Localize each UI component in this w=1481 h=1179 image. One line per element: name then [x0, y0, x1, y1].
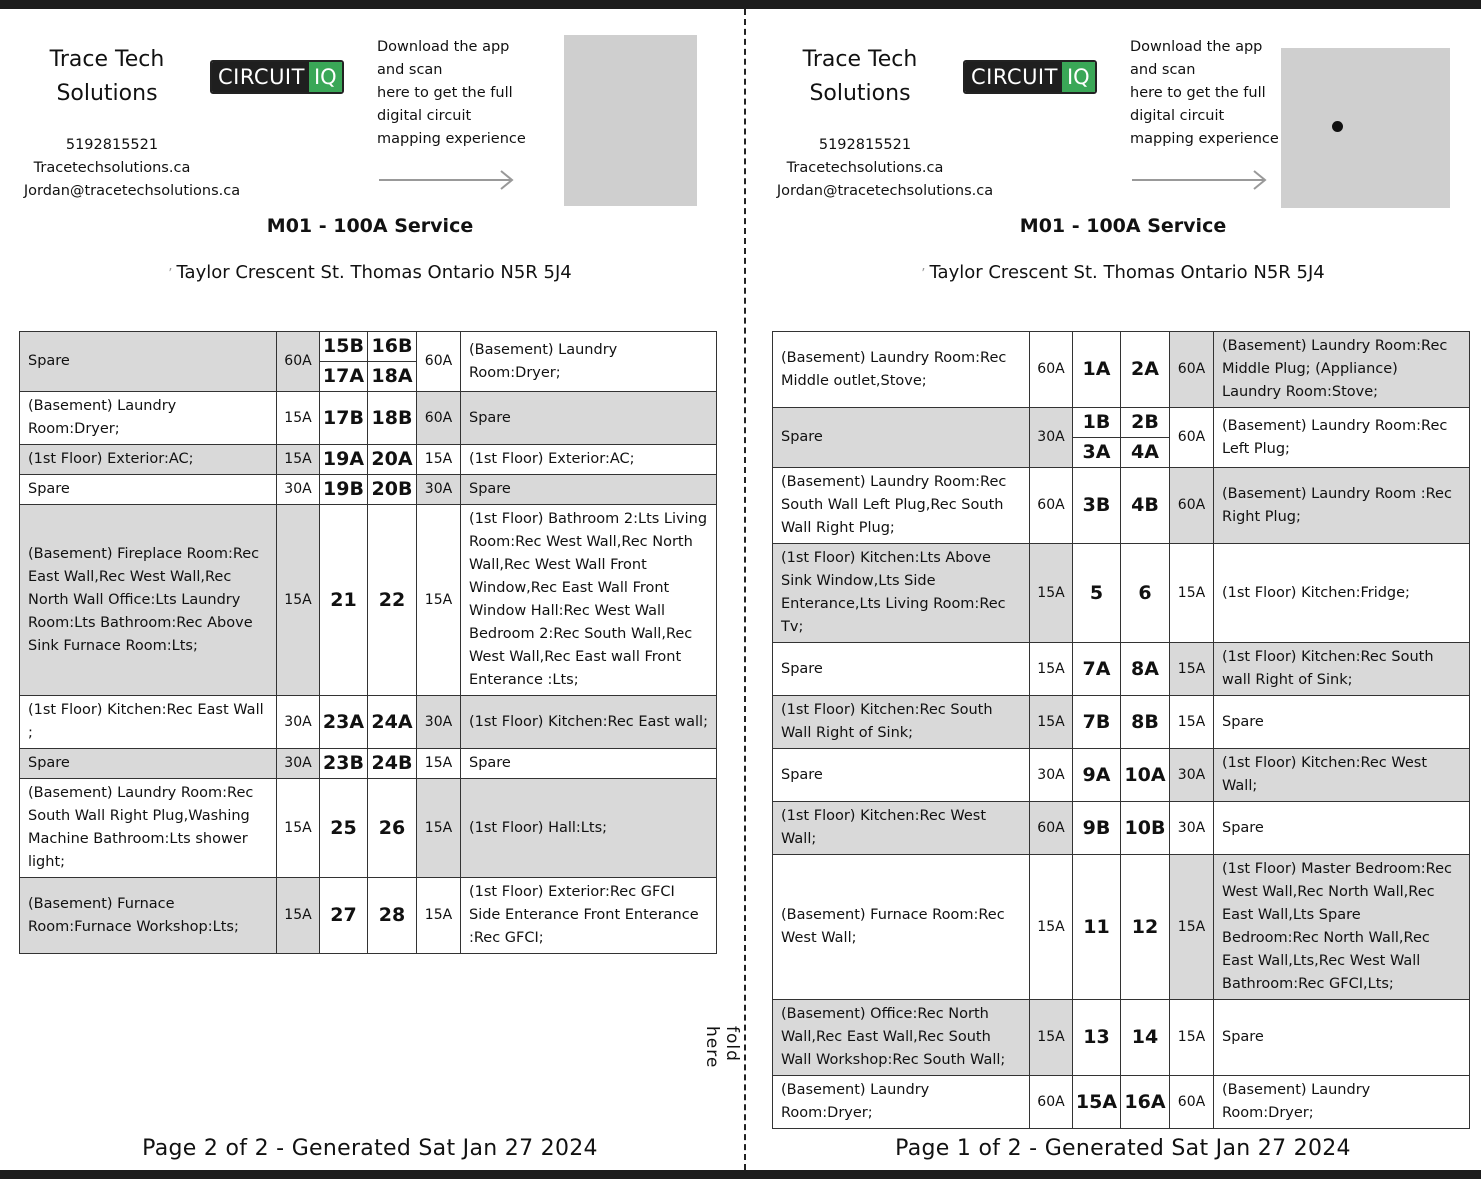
right-circuit-description: (Basement) Laundry Room:Dryer; [1214, 1076, 1470, 1129]
right-circuit-description: (1st Floor) Kitchen:Rec South wall Right of Sink; [1214, 643, 1470, 696]
company-line2: Solutions [809, 81, 911, 106]
left-breaker-amperage: 60A [277, 332, 320, 392]
left-circuit-description: (1st Floor) Kitchen:Lts Above Sink Window,Lts Side Enterance,Lts Living Room:Rec Tv; [773, 544, 1030, 643]
left-breaker-amperage: 15A [277, 445, 320, 475]
right-circuit-description: (Basement) Laundry Room:Dryer; [461, 332, 717, 392]
table-row [20, 779, 717, 878]
fold-label: fold here [702, 1026, 742, 1069]
right-breaker-amperage: 15A [1170, 544, 1214, 643]
left-circuit-number: 9B [1073, 802, 1121, 855]
left-circuit-description: Spare [773, 408, 1030, 468]
left-circuit-description: (Basement) Furnace Room:Furnace Workshop:Lts; [20, 878, 277, 954]
right-circuit-description: (1st Floor) Exterior:Rec GFCI Side Enterance Front Enterance :Rec GFCI; [461, 878, 717, 954]
left-circuit-description: Spare [773, 643, 1030, 696]
download-line: mapping experience [1130, 131, 1279, 147]
right-circuit-number: 24B [368, 749, 417, 779]
right-circuit-description: Spare [461, 392, 717, 445]
left-circuit-description: (Basement) Furnace Room:Rec West Wall; [773, 855, 1030, 1000]
right-circuit-number: 2B [1121, 408, 1170, 438]
right-circuit-number: 18A [368, 362, 417, 392]
circuitiq-logo [963, 60, 1097, 94]
phone: 5192815521 [818, 137, 912, 153]
download-line: digital circuit [1130, 108, 1225, 124]
table-row [20, 445, 717, 475]
left-breaker-amperage: 15A [1030, 855, 1073, 1000]
right-circuit-description: Spare [461, 475, 717, 505]
left-circuit-number: 21 [320, 505, 368, 696]
right-breaker-amperage: 15A [1170, 696, 1214, 749]
table-row [773, 643, 1470, 696]
left-circuit-description: (Basement) Laundry Room:Rec South Wall Left Plug,Rec South Wall Right Plug; [773, 468, 1030, 544]
left-circuit-number: 3A [1073, 438, 1121, 468]
left-breaker-amperage: 60A [1030, 332, 1073, 408]
right-circuit-number: 4B [1121, 468, 1170, 544]
right-circuit-number: 16B [368, 332, 417, 362]
right-circuit-number: 10A [1121, 749, 1170, 802]
table-row [773, 408, 1470, 438]
download-line: and scan [377, 62, 443, 78]
left-circuit-description: (1st Floor) Exterior:AC; [20, 445, 277, 475]
right-circuit-number: 8B [1121, 696, 1170, 749]
email: Jordan@tracetechsolutions.ca [776, 183, 994, 199]
left-circuit-number: 15A [1073, 1076, 1121, 1129]
table-row [773, 544, 1470, 643]
table-row [20, 505, 717, 696]
left-circuit-number: 17A [320, 362, 368, 392]
left-breaker-amperage: 30A [277, 475, 320, 505]
left-circuit-number: 7A [1073, 643, 1121, 696]
right-breaker-amperage: 15A [417, 878, 461, 954]
table-row [20, 878, 717, 954]
download-line: digital circuit [377, 108, 472, 124]
company-name [17, 43, 197, 111]
right-breaker-amperage: 15A [417, 505, 461, 696]
left-breaker-amperage: 15A [277, 392, 320, 445]
right-breaker-amperage: 15A [417, 779, 461, 878]
download-text [377, 36, 537, 151]
left-circuit-number: 25 [320, 779, 368, 878]
website: Tracetechsolutions.ca [33, 160, 191, 176]
table-row [773, 332, 1470, 408]
service-title: M01 - 100A Service [266, 215, 474, 237]
table-row [20, 749, 717, 779]
contact-info [775, 134, 994, 203]
right-breaker-amperage: 30A [417, 696, 461, 749]
right-breaker-amperage: 60A [1170, 332, 1214, 408]
page-footer: Page 1 of 2 - Generated Sat Jan 27 2024 [895, 1136, 1351, 1161]
address: ’ Taylor Crescent St. Thomas Ontario N5R 5J4 [921, 262, 1325, 283]
right-circuit-number: 6 [1121, 544, 1170, 643]
table-row [773, 1000, 1470, 1076]
download-line: Download the app [377, 39, 510, 55]
table-row [773, 1076, 1470, 1129]
left-breaker-amperage: 15A [1030, 696, 1073, 749]
right-circuit-number: 4A [1121, 438, 1170, 468]
right-breaker-amperage: 30A [1170, 749, 1214, 802]
left-breaker-amperage: 30A [277, 696, 320, 749]
right-breaker-amperage: 60A [1170, 1076, 1214, 1129]
left-breaker-amperage: 30A [1030, 749, 1073, 802]
left-circuit-number: 27 [320, 878, 368, 954]
table-row [20, 392, 717, 445]
right-circuit-description: (1st Floor) Master Bedroom:Rec West Wall,Rec North Wall,Rec East Wall,Lts Spare Bedroom:Rec North Wall,Rec East Wall,Lts,Rec West Wall Bathroom:Rec GFCI,Lts; [1214, 855, 1470, 1000]
right-breaker-amperage: 60A [417, 332, 461, 392]
company-name [770, 43, 950, 111]
page-2 [0, 9, 740, 1170]
left-breaker-amperage: 15A [1030, 1000, 1073, 1076]
right-circuit-number: 16A [1121, 1076, 1170, 1129]
left-breaker-amperage: 30A [277, 749, 320, 779]
right-circuit-number: 20A [368, 445, 417, 475]
email: Jordan@tracetechsolutions.ca [23, 183, 241, 199]
left-breaker-amperage: 15A [277, 878, 320, 954]
left-circuit-description: (Basement) Laundry Room:Rec South Wall Right Plug,Washing Machine Bathroom:Lts shower light; [20, 779, 277, 878]
left-circuit-number: 13 [1073, 1000, 1121, 1076]
right-circuit-number: 22 [368, 505, 417, 696]
top-edge-bar [0, 0, 1481, 9]
left-circuit-description: (1st Floor) Kitchen:Rec South Wall Right of Sink; [773, 696, 1030, 749]
address-text: Taylor Crescent St. Thomas Ontario N5R 5J4 [929, 262, 1325, 283]
left-circuit-description: Spare [20, 749, 277, 779]
address-text: Taylor Crescent St. Thomas Ontario N5R 5J4 [176, 262, 572, 283]
right-breaker-amperage: 30A [417, 475, 461, 505]
logo-iq: IQ [309, 62, 342, 92]
table-row [773, 749, 1470, 802]
left-circuit-number: 11 [1073, 855, 1121, 1000]
table-row [20, 475, 717, 505]
right-circuit-description: Spare [1214, 1000, 1470, 1076]
address: ’ Taylor Crescent St. Thomas Ontario N5R 5J4 [168, 262, 572, 283]
logo-text: CIRCUIT [965, 62, 1062, 92]
right-circuit-description: (1st Floor) Exterior:AC; [461, 445, 717, 475]
right-circuit-description: (Basement) Laundry Room :Rec Right Plug; [1214, 468, 1470, 544]
circuitiq-logo [210, 60, 344, 94]
left-circuit-number: 7B [1073, 696, 1121, 749]
right-circuit-description: (Basement) Laundry Room:Rec Left Plug; [1214, 408, 1470, 468]
logo-iq: IQ [1062, 62, 1095, 92]
website: Tracetechsolutions.ca [786, 160, 944, 176]
left-circuit-number: 1A [1073, 332, 1121, 408]
left-breaker-amperage: 15A [1030, 544, 1073, 643]
right-circuit-description: Spare [461, 749, 717, 779]
left-circuit-number: 23B [320, 749, 368, 779]
right-circuit-number: 24A [368, 696, 417, 749]
left-circuit-description: (Basement) Laundry Room:Dryer; [773, 1076, 1030, 1129]
bottom-edge-bar [0, 1170, 1481, 1179]
left-breaker-amperage: 60A [1030, 802, 1073, 855]
table-row [20, 696, 717, 749]
right-circuit-number: 12 [1121, 855, 1170, 1000]
right-circuit-description: (1st Floor) Kitchen:Rec West Wall; [1214, 749, 1470, 802]
left-breaker-amperage: 15A [277, 779, 320, 878]
right-circuit-description: Spare [1214, 696, 1470, 749]
left-circuit-number: 5 [1073, 544, 1121, 643]
left-breaker-amperage: 15A [277, 505, 320, 696]
right-circuit-number: 28 [368, 878, 417, 954]
left-circuit-description: (1st Floor) Kitchen:Rec West Wall; [773, 802, 1030, 855]
left-circuit-description: (Basement) Laundry Room:Rec Middle outlet,Stove; [773, 332, 1030, 408]
company-line1: Trace Tech [802, 47, 918, 72]
left-circuit-description: (Basement) Office:Rec North Wall,Rec East Wall,Rec South Wall Workshop:Rec South Wall; [773, 1000, 1030, 1076]
left-breaker-amperage: 30A [1030, 408, 1073, 468]
right-circuit-description: (1st Floor) Kitchen:Fridge; [1214, 544, 1470, 643]
left-circuit-number: 17B [320, 392, 368, 445]
download-line: Download the app [1130, 39, 1263, 55]
right-breaker-amperage: 60A [1170, 468, 1214, 544]
page-1 [753, 9, 1481, 1170]
right-breaker-amperage: 15A [1170, 1000, 1214, 1076]
company-line1: Trace Tech [49, 47, 165, 72]
download-text [1130, 36, 1290, 151]
fold-line [744, 9, 746, 1170]
right-circuit-description: (1st Floor) Kitchen:Rec East wall; [461, 696, 717, 749]
left-circuit-number: 23A [320, 696, 368, 749]
table-row [20, 332, 717, 362]
left-circuit-description: Spare [20, 332, 277, 392]
download-line: here to get the full [1130, 85, 1266, 101]
right-breaker-amperage: 30A [1170, 802, 1214, 855]
panel-schedule-table [772, 331, 1470, 1129]
right-breaker-amperage: 15A [417, 445, 461, 475]
left-breaker-amperage: 15A [1030, 643, 1073, 696]
left-circuit-number: 19A [320, 445, 368, 475]
left-circuit-number: 9A [1073, 749, 1121, 802]
right-circuit-number: 18B [368, 392, 417, 445]
download-line: here to get the full [377, 85, 513, 101]
right-breaker-amperage: 60A [417, 392, 461, 445]
arrow-right-icon [377, 169, 517, 191]
qr-code-placeholder[interactable] [564, 35, 697, 206]
left-circuit-number: 19B [320, 475, 368, 505]
left-circuit-description: Spare [20, 475, 277, 505]
table-row [773, 855, 1470, 1000]
left-circuit-number: 3B [1073, 468, 1121, 544]
logo-text: CIRCUIT [212, 62, 309, 92]
panel-schedule-table [19, 331, 717, 954]
right-circuit-number: 14 [1121, 1000, 1170, 1076]
right-circuit-description: Spare [1214, 802, 1470, 855]
right-breaker-amperage: 60A [1170, 408, 1214, 468]
right-circuit-number: 20B [368, 475, 417, 505]
table-row [773, 696, 1470, 749]
arrow-right-icon [1130, 169, 1270, 191]
right-circuit-description: (1st Floor) Hall:Lts; [461, 779, 717, 878]
left-circuit-description: Spare [773, 749, 1030, 802]
right-circuit-number: 10B [1121, 802, 1170, 855]
page-footer: Page 2 of 2 - Generated Sat Jan 27 2024 [142, 1136, 598, 1161]
download-line: and scan [1130, 62, 1196, 78]
right-breaker-amperage: 15A [1170, 855, 1214, 1000]
left-circuit-description: (Basement) Laundry Room:Dryer; [20, 392, 277, 445]
right-circuit-description: (Basement) Laundry Room:Rec Middle Plug; (Appliance) Laundry Room:Stove; [1214, 332, 1470, 408]
right-circuit-description: (1st Floor) Bathroom 2:Lts Living Room:Rec West Wall,Rec North Wall,Rec West Wall Front Window,Rec East Wall Front Window Hall:Rec West Wall Bedroom 2:Rec South Wall,Rec West Wall,Rec East wall Front Enterance :Lts; [461, 505, 717, 696]
left-circuit-number: 15B [320, 332, 368, 362]
table-row [773, 468, 1470, 544]
left-breaker-amperage: 60A [1030, 468, 1073, 544]
left-circuit-description: (1st Floor) Kitchen:Rec East Wall ; [20, 696, 277, 749]
right-circuit-number: 8A [1121, 643, 1170, 696]
download-line: mapping experience [377, 131, 526, 147]
service-title: M01 - 100A Service [1019, 215, 1227, 237]
right-circuit-number: 2A [1121, 332, 1170, 408]
right-breaker-amperage: 15A [417, 749, 461, 779]
company-line2: Solutions [56, 81, 158, 106]
contact-info [22, 134, 241, 203]
left-circuit-number: 1B [1073, 408, 1121, 438]
left-breaker-amperage: 60A [1030, 1076, 1073, 1129]
right-circuit-number: 26 [368, 779, 417, 878]
left-circuit-description: (Basement) Fireplace Room:Rec East Wall,Rec West Wall,Rec North Wall Office:Lts Laundry Room:Lts Bathroom:Rec Above Sink Furnace Room:Lts; [20, 505, 277, 696]
phone: 5192815521 [65, 137, 159, 153]
qr-code-placeholder[interactable] [1281, 48, 1450, 208]
qr-dot [1332, 121, 1343, 132]
right-breaker-amperage: 15A [1170, 643, 1214, 696]
table-row [773, 802, 1470, 855]
